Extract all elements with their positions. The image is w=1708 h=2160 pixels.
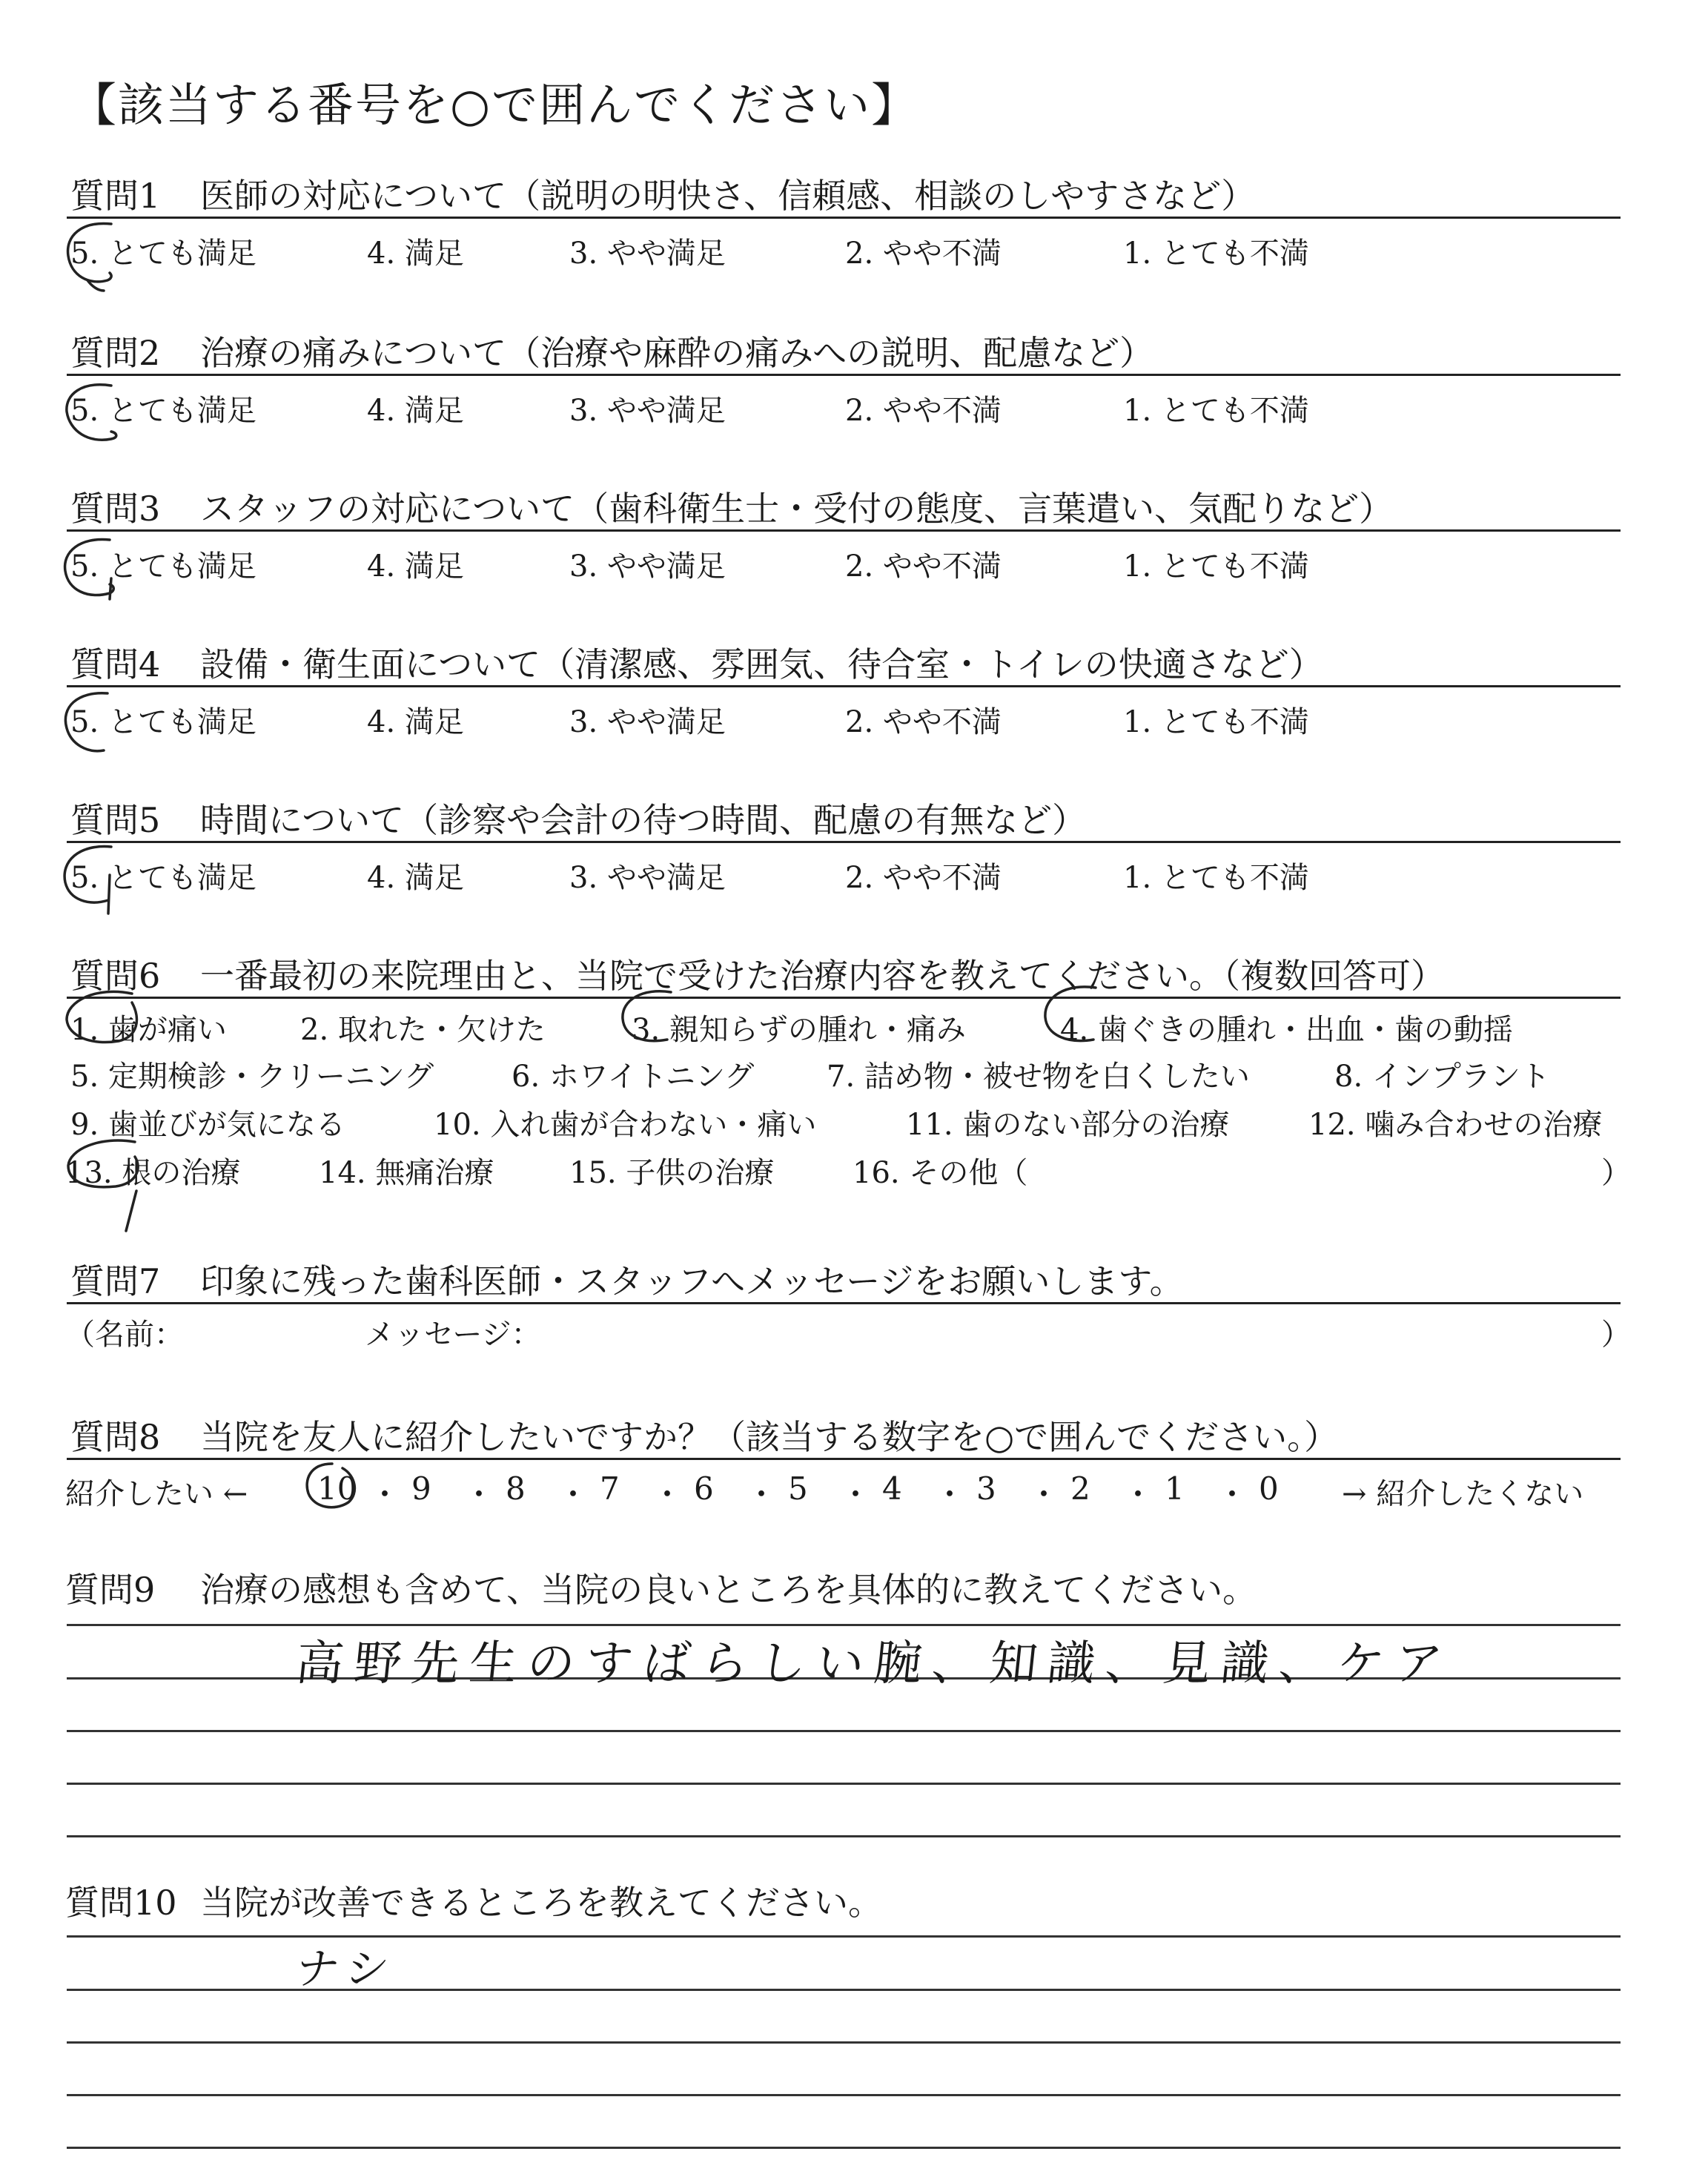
reason-option[interactable]: 7. 詰め物・被せ物を白くしたい <box>827 1060 1250 1094</box>
scale-separator: ・ <box>934 1476 966 1513</box>
recommend-right-label: → 紹介したくない <box>1342 1477 1584 1511</box>
form-title: 【該当する番号を○で囲んでください】 <box>70 78 919 132</box>
option-4[interactable]: 4. 満足 <box>367 237 464 271</box>
scale-separator: ・ <box>1028 1476 1060 1513</box>
question-text: 医師の対応について（説明の明快さ、信頼感、相談のしやすさなど） <box>200 176 1256 216</box>
reason-option[interactable]: 14. 無痛治療 <box>319 1156 494 1190</box>
scale-separator: ・ <box>1217 1476 1248 1513</box>
scale-value-9[interactable]: 9 <box>411 1470 431 1507</box>
question-label: 質問3 <box>70 489 161 529</box>
reason-option[interactable]: 6. ホワイトニング <box>512 1060 755 1094</box>
option-5[interactable]: 5. とても満足 <box>70 237 256 271</box>
question-label: 質問10 <box>65 1883 177 1923</box>
answer-line <box>67 2094 1621 2096</box>
option-3[interactable]: 3. やや満足 <box>569 861 726 895</box>
scale-value-5[interactable]: 5 <box>788 1470 808 1507</box>
scale-value-1[interactable]: 1 <box>1165 1470 1185 1507</box>
answer-line <box>67 1730 1621 1732</box>
option-1[interactable]: 1. とても不満 <box>1123 705 1309 739</box>
scale-separator: ・ <box>652 1476 683 1513</box>
option-3[interactable]: 3. やや満足 <box>569 394 726 428</box>
option-4[interactable]: 4. 満足 <box>367 549 464 584</box>
reason-option[interactable]: 4. 歯ぐきの腫れ・出血・歯の動揺 <box>1060 1013 1513 1047</box>
option-4[interactable]: 4. 満足 <box>367 861 464 895</box>
other-close-paren: ） <box>1601 1156 1631 1190</box>
reason-option[interactable]: 9. 歯並びが気になる <box>70 1108 345 1142</box>
answer-line <box>67 1835 1621 1837</box>
question-label: 質問5 <box>70 800 161 840</box>
reason-option[interactable]: 12. 噛み合わせの治療 <box>1308 1108 1603 1142</box>
option-4[interactable]: 4. 満足 <box>367 394 464 428</box>
question-text: 当院を友人に紹介したいですか？（該当する数字を○で囲んでください。） <box>200 1417 1339 1457</box>
selection-tick <box>87 280 104 291</box>
scale-value-0[interactable]: 0 <box>1259 1470 1279 1507</box>
scale-value-7[interactable]: 7 <box>600 1470 620 1507</box>
option-2[interactable]: 2. やや不満 <box>845 394 1002 428</box>
option-3[interactable]: 3. やや満足 <box>569 705 726 739</box>
question-label: 質問1 <box>70 176 161 216</box>
reason-option[interactable]: 15. 子供の治療 <box>569 1156 775 1190</box>
question-text: 当院が改善できるところを教えてください。 <box>200 1883 882 1923</box>
scale-separator: ・ <box>369 1476 401 1513</box>
reason-option[interactable]: 3. 親知らずの腫れ・痛み <box>632 1013 966 1047</box>
scale-separator: ・ <box>557 1476 589 1513</box>
option-3[interactable]: 3. やや満足 <box>569 237 726 271</box>
question-text: 一番最初の来院理由と、当院で受けた治療内容を教えてください。（複数回答可） <box>200 956 1445 996</box>
answer-line <box>67 2147 1621 2149</box>
option-2[interactable]: 2. やや不満 <box>845 861 1002 895</box>
question-divider <box>67 374 1621 376</box>
reason-option[interactable]: 1. 歯が痛い <box>70 1013 227 1047</box>
question-divider <box>67 685 1621 687</box>
option-1[interactable]: 1. とても不満 <box>1123 861 1309 895</box>
question-divider <box>67 217 1621 219</box>
question-text: 印象に残った歯科医師・スタッフへメッセージをお願いします。 <box>200 1261 1184 1301</box>
selection-tick <box>126 1191 136 1231</box>
reason-option[interactable]: 8. インプラント <box>1334 1060 1550 1094</box>
scale-separator: ・ <box>1122 1476 1154 1513</box>
scale-separator: ・ <box>840 1476 872 1513</box>
reason-option[interactable]: 11. 歯のない部分の治療 <box>906 1108 1230 1142</box>
question-label: 質問4 <box>70 644 161 684</box>
option-1[interactable]: 1. とても不満 <box>1123 237 1309 271</box>
question-divider <box>67 997 1621 999</box>
scale-separator: ・ <box>746 1476 778 1513</box>
handwritten-answer: ナシ <box>292 1943 400 1994</box>
handwritten-answer: 高野先生のすばらしい腕、知識、見識、ケア <box>293 1636 1456 1691</box>
answer-line <box>67 2041 1621 2044</box>
scale-value-8[interactable]: 8 <box>506 1470 526 1507</box>
question-text: 設備・衛生面について（清潔感、雰囲気、待合室・トイレの快適さなど） <box>200 644 1323 684</box>
reason-option[interactable]: 10. 入れ歯が合わない・痛い <box>434 1108 817 1142</box>
answer-line <box>67 1783 1621 1785</box>
option-5[interactable]: 5. とても満足 <box>70 549 256 584</box>
option-5[interactable]: 5. とても満足 <box>70 394 256 428</box>
option-3[interactable]: 3. やや満足 <box>569 549 726 584</box>
question-text: 治療の感想も含めて、当院の良いところを具体的に教えてください。 <box>200 1570 1257 1610</box>
question-divider <box>67 529 1621 532</box>
question-label: 質問2 <box>70 333 161 373</box>
name-label: （名前： <box>65 1318 184 1352</box>
reason-option[interactable]: 5. 定期検診・クリーニング <box>70 1060 434 1094</box>
scale-value-6[interactable]: 6 <box>694 1470 714 1507</box>
option-5[interactable]: 5. とても満足 <box>70 705 256 739</box>
option-1[interactable]: 1. とても不満 <box>1123 394 1309 428</box>
option-5[interactable]: 5. とても満足 <box>70 861 256 895</box>
question-divider <box>67 1458 1621 1460</box>
question-text: スタッフの対応について（歯科衛生士・受付の態度、言葉遣い、気配りなど） <box>200 489 1394 529</box>
question-divider <box>67 1302 1621 1304</box>
scale-value-4[interactable]: 4 <box>882 1470 902 1507</box>
scale-value-3[interactable]: 3 <box>976 1470 996 1507</box>
option-4[interactable]: 4. 満足 <box>367 705 464 739</box>
reason-option[interactable]: 13. 根の治療 <box>65 1156 241 1190</box>
option-2[interactable]: 2. やや不満 <box>845 549 1002 584</box>
question-label: 質問7 <box>70 1261 161 1301</box>
option-2[interactable]: 2. やや不満 <box>845 237 1002 271</box>
recommend-left-label: 紹介したい ← <box>65 1477 248 1511</box>
question-text: 時間について（診察や会計の待つ時間、配慮の有無など） <box>200 800 1087 840</box>
option-1[interactable]: 1. とても不満 <box>1123 549 1309 584</box>
question-text: 治療の痛みについて（治療や麻酔の痛みへの説明、配慮など） <box>200 333 1154 373</box>
question-label: 質問6 <box>70 956 161 996</box>
question-label: 質問8 <box>70 1417 161 1457</box>
scale-separator: ・ <box>463 1476 495 1513</box>
option-2[interactable]: 2. やや不満 <box>845 705 1002 739</box>
reason-option[interactable]: 2. 取れた・欠けた <box>300 1013 546 1047</box>
question-label: 質問9 <box>65 1570 156 1610</box>
reason-option[interactable]: 16. その他（ <box>853 1156 1028 1190</box>
scale-value-2[interactable]: 2 <box>1070 1470 1090 1507</box>
close-paren: ） <box>1601 1318 1631 1352</box>
scale-value-10[interactable]: 10 <box>317 1470 357 1507</box>
question-divider <box>67 841 1621 843</box>
message-label: メッセージ： <box>365 1318 541 1352</box>
